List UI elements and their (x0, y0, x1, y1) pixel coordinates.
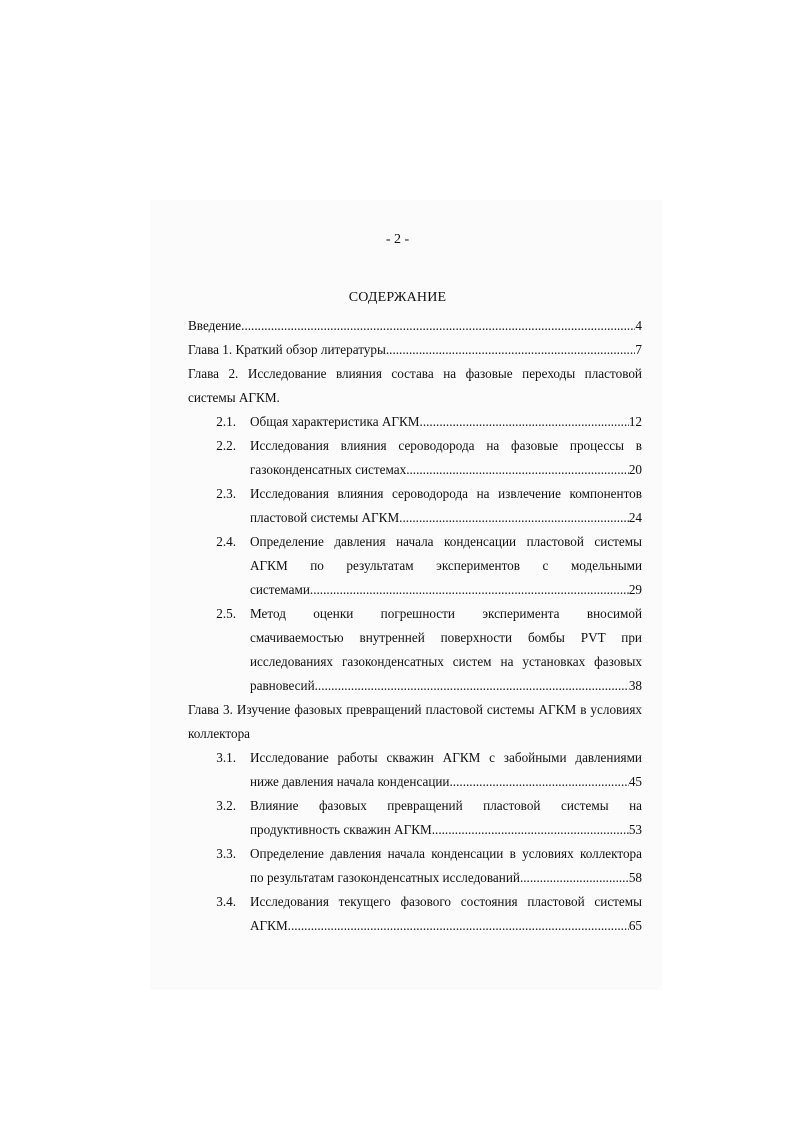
toc-entry-2-5[interactable] (188, 602, 642, 698)
toc-entry-label: газоконденсатных системах (250, 462, 407, 477)
toc-title: СОДЕРЖАНИЕ (348, 290, 447, 305)
toc-chapter-3-heading-cont[interactable]: коллектора (188, 726, 251, 741)
toc-entry-number: 3.2. (216, 798, 236, 813)
toc-entry-number: 2.2. (216, 438, 236, 453)
toc-entry-label: Введение (188, 318, 242, 333)
leader-dots (520, 866, 629, 890)
leader-dots (310, 578, 629, 602)
toc-entry-page: 53 (628, 822, 642, 837)
toc-entry-number: 2.4. (216, 534, 236, 549)
toc-entry-text: исследованиях газоконденсатных систем на установках фазовых (250, 654, 642, 669)
leader-dots (288, 914, 629, 938)
toc-entry-page: 58 (628, 870, 642, 885)
toc-entry-label: Глава 1. Краткий обзор литературы (188, 342, 386, 357)
leader-dots (406, 458, 629, 482)
toc-chapter-2-heading[interactable]: Глава 2. Исследование влияния состава на фазовые переходы пластовой (188, 366, 642, 381)
toc-entry-3-3[interactable] (188, 842, 642, 890)
toc-entry-label: по результатам газоконденсатных исследований (250, 870, 520, 885)
leader-dots (241, 314, 635, 338)
toc-entry-text: Определение давления начала конденсации в условиях коллектора (250, 846, 642, 861)
toc-entry-text: Исследования текущего фазового состояния пластовой системы (250, 894, 642, 909)
toc-entry-number: 3.4. (216, 894, 236, 909)
leader-dots (450, 770, 629, 794)
toc-chapter-3-heading[interactable]: Глава 3. Изучение фазовых превращений пластовой системы АГКМ в условиях (188, 702, 642, 717)
toc-entry-label: ниже давления начала конденсации (250, 774, 450, 789)
toc-entry-label: системами (250, 582, 310, 597)
toc-entry-label: продуктивность скважин АГКМ (250, 822, 432, 837)
toc-entry-page: 29 (628, 582, 642, 597)
toc-chapter-2-heading-cont[interactable]: системы АГКМ. (188, 390, 280, 405)
leader-dots (420, 410, 629, 434)
toc-entry-page: 20 (628, 462, 642, 477)
toc-entry-page: 4 (635, 318, 642, 333)
toc-entry-chapter-1[interactable] (188, 338, 642, 362)
toc-entry-text: смачиваемостью внутренней поверхности бомбы PVT при (250, 630, 642, 645)
toc-entry-text: Исследования влияния сероводорода на извлечение компонентов (250, 486, 642, 501)
toc-entry-number: 3.1. (216, 750, 236, 765)
toc-entry-label: АГКМ (250, 918, 288, 933)
toc-entry-text: Исследование работы скважин АГКМ с забойными давлениями (250, 750, 642, 765)
toc-entry-number: 2.1. (216, 414, 236, 429)
toc-entry-page: 65 (628, 918, 642, 933)
toc-entry-label: Общая характеристика АГКМ (250, 414, 420, 429)
toc-entry-label: пластовой системы АГКМ (250, 510, 400, 525)
toc-entry-number: 3.3. (216, 846, 236, 861)
leader-dots (399, 506, 629, 530)
toc-entry-label: равновесий (250, 678, 315, 693)
toc-entry-text: Исследования влияния сероводорода на фазовые процессы в (250, 438, 642, 453)
toc-entry-2-2[interactable] (188, 434, 642, 482)
toc-entry-2-1[interactable] (188, 410, 642, 434)
toc-entry-3-2[interactable] (188, 794, 642, 842)
leader-dots (386, 338, 636, 362)
toc-entry-page: 7 (635, 342, 642, 357)
toc-entry-page: 38 (628, 678, 642, 693)
page-number: - 2 - (385, 232, 410, 247)
toc-entry-text: Влияние фазовых превращений пластовой системы на (250, 798, 642, 813)
toc-entry-page: 12 (628, 414, 642, 429)
toc-entry-2-4[interactable] (188, 530, 642, 602)
toc-entry-2-3[interactable] (188, 482, 642, 530)
toc-entry-3-1[interactable] (188, 746, 642, 794)
toc-entry-page: 45 (628, 774, 642, 789)
toc-entry-text: АГКМ по результатам экспериментов с модельными (250, 558, 642, 573)
toc-entry-number: 2.5. (216, 606, 236, 621)
toc-entry-3-4[interactable] (188, 890, 642, 938)
toc-entry-number: 2.3. (216, 486, 236, 501)
toc-entry-text: Определение давления начала конденсации пластовой системы (250, 534, 642, 549)
table-of-contents (188, 314, 642, 938)
toc-entry-page: 24 (628, 510, 642, 525)
leader-dots (432, 818, 629, 842)
toc-entry-introduction[interactable] (188, 314, 642, 338)
leader-dots (315, 674, 629, 698)
toc-entry-text: Метод оценки погрешности эксперимента вносимой (250, 606, 642, 621)
